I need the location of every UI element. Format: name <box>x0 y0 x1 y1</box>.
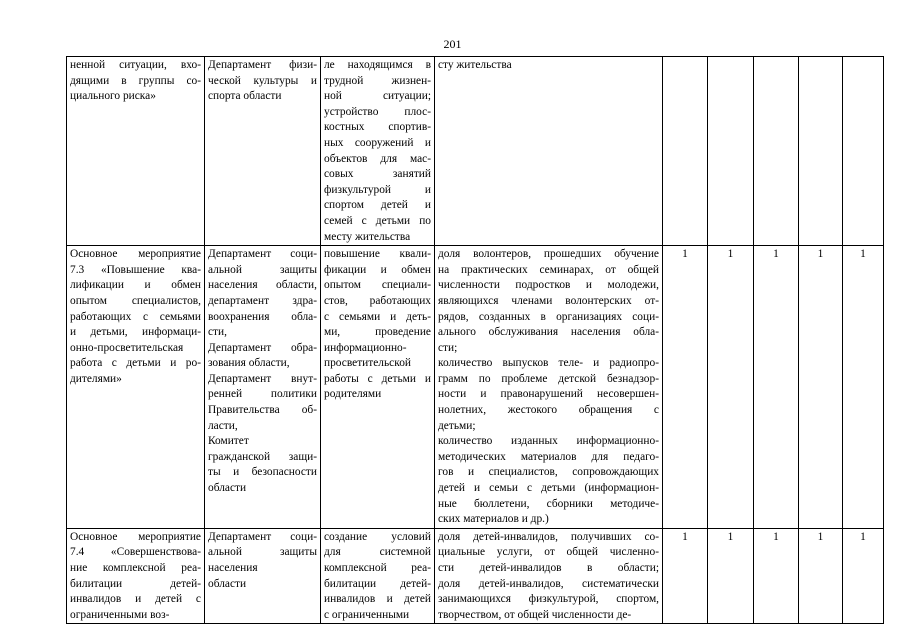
value-cell: 1 <box>799 528 843 624</box>
text-line: костных спортив- <box>324 121 431 134</box>
text-line: ности и правонарушений несовершен- <box>438 388 659 401</box>
text-line: Основное мероприятие <box>70 530 201 543</box>
text-line: ненной ситуации, вхо- <box>70 59 201 71</box>
content-cell <box>321 246 435 529</box>
text-line: билитации детей- <box>324 577 431 590</box>
activity-cell <box>67 57 205 246</box>
text-line: доля волонтеров, прошедших обучение <box>438 248 659 261</box>
text-line: лификации и обмен <box>70 279 201 292</box>
text-line: детей и семьи с детьми (информацион- <box>438 482 659 495</box>
text-line: с ограниченными <box>324 608 410 621</box>
page-number: 201 <box>443 37 462 51</box>
text-line: альной защиты <box>208 546 317 559</box>
executor-cell <box>205 57 321 246</box>
text-line: и детьми, информаци- <box>70 326 201 339</box>
text-line: ной ситуации; <box>324 90 431 103</box>
text-line: семей с детьми по <box>324 214 431 227</box>
text-line: детьми; <box>438 419 476 432</box>
text-line: работающих с семьями <box>70 310 201 323</box>
text-line: ального обслуживания населения обла- <box>438 326 659 339</box>
text-line: билитации детей- <box>70 577 201 590</box>
text-line: ских материалов и др.) <box>438 513 549 526</box>
text-line: методических материалов для педаго- <box>438 450 659 463</box>
text-line: Основное мероприятие <box>70 248 201 261</box>
text-line: родителями <box>324 388 382 401</box>
text-line: занимающихся физкультурой, спортом, <box>438 593 659 606</box>
value-cell: 1 <box>663 528 708 624</box>
text-line: области <box>208 577 247 590</box>
text-line: опытом специалистов, <box>70 294 201 307</box>
text-line: повышение квали- <box>324 248 431 261</box>
text-line: нолетних, жестокого обращения с <box>438 404 659 417</box>
text-line: ные бюллетени, сборники методиче- <box>438 497 659 510</box>
value-cell <box>799 57 843 246</box>
value-cell: 1 <box>708 528 754 624</box>
activity-cell <box>67 246 205 529</box>
value-cell: 1 <box>754 528 799 624</box>
value-cell <box>754 57 799 246</box>
text-line: грамм по проблеме детской безнадзор- <box>438 372 659 385</box>
text-line: опытом специали- <box>324 279 431 292</box>
executor-cell <box>205 246 321 529</box>
value-cell: 1 <box>708 246 754 529</box>
text-line: онно-просветительская <box>70 341 184 354</box>
text-line: ограниченными воз- <box>70 608 170 621</box>
text-line: Комитет <box>208 435 249 448</box>
text-line: работа с детьми и ро- <box>70 357 201 370</box>
value-cell <box>663 57 708 246</box>
text-line: дящими в группы со- <box>70 74 201 87</box>
text-line: доля детей-инвалидов, получивших со- <box>438 530 659 543</box>
table-row <box>67 57 884 246</box>
text-line: количество выпусков теле- и радиопро- <box>438 357 659 370</box>
text-line: объектов для мас- <box>324 152 431 165</box>
text-line: ренней политики <box>208 388 317 401</box>
text-line: просветительской <box>324 357 411 370</box>
text-line: ных сооружений и <box>324 136 431 149</box>
text-line: с семьями и деть- <box>324 310 431 323</box>
text-line: Правительства об- <box>208 404 317 417</box>
text-line: альной защиты <box>208 263 317 276</box>
text-line: доля детей-инвалидов, систематически <box>438 577 659 590</box>
content-cell <box>321 528 435 624</box>
activity-cell <box>67 528 205 624</box>
text-line: устройство плос- <box>324 105 431 118</box>
text-line: 7.3 «Повышение ква- <box>70 263 201 276</box>
value-cell: 1 <box>843 246 884 529</box>
text-line: спорта области <box>208 90 282 103</box>
text-line: создание условий <box>324 530 431 543</box>
text-line: ми, проведение <box>324 326 431 339</box>
text-line: ческой культуры и <box>208 74 317 87</box>
text-line: сти детей-инвалидов в области; <box>438 562 659 574</box>
text-line: инвалидов и детей с <box>70 593 201 606</box>
text-line: являющихся членами волонтерских от- <box>438 294 659 307</box>
text-line: информационно- <box>324 341 407 354</box>
text-line: комплексной реа- <box>324 562 431 574</box>
text-line: ты и безопасности <box>208 466 317 479</box>
executor-cell <box>205 528 321 624</box>
text-line: рядов, созданных в организациях соци- <box>438 310 659 323</box>
text-line: Департамент физи- <box>208 59 317 71</box>
text-line: спортом детей и <box>324 199 431 212</box>
text-line: Департамент внут- <box>208 372 317 385</box>
text-line: гов и специалистов, сопровождающих <box>438 466 659 479</box>
text-line: населения <box>208 562 258 574</box>
text-line: 7.4 «Совершенствова- <box>70 546 201 559</box>
text-line: ние комплексной реа- <box>70 562 201 574</box>
text-line: работы с детьми и <box>324 372 431 385</box>
value-cell: 1 <box>799 246 843 529</box>
value-cell: 1 <box>754 246 799 529</box>
text-line: дителями» <box>70 372 122 385</box>
text-line: на практических семинарах, от общей <box>438 263 659 276</box>
text-line: области <box>208 482 247 495</box>
table-row <box>67 246 884 529</box>
program-table <box>66 56 884 624</box>
text-line: Департамент обра- <box>208 341 317 354</box>
text-line: совых занятий <box>324 168 431 181</box>
text-line: департамент здра- <box>208 294 317 307</box>
text-line: для системной <box>324 546 431 559</box>
text-line: ле находящимся в <box>324 59 431 71</box>
text-line: трудной жизнен- <box>324 74 431 87</box>
text-line: инвалидов и детей <box>324 593 431 606</box>
text-line: Департамент соци- <box>208 248 317 261</box>
text-line: количество изданных информационно- <box>438 435 659 448</box>
text-line: воохранения обла- <box>208 310 317 323</box>
indicator-cell <box>435 528 663 624</box>
text-line: ласти, <box>208 419 238 432</box>
text-line: циальные услуги, от общей численно- <box>438 546 659 559</box>
text-line: сту жительства <box>438 59 512 71</box>
text-line: циального риска» <box>70 90 156 103</box>
text-line: физкультурой и <box>324 183 431 196</box>
text-line: сти, <box>208 326 227 339</box>
indicator-cell <box>435 57 663 246</box>
text-line: творчеством, от общей численности де- <box>438 608 632 621</box>
value-cell <box>843 57 884 246</box>
text-line: стов, работающих <box>324 294 431 307</box>
value-cell <box>708 57 754 246</box>
value-cell: 1 <box>663 246 708 529</box>
table-row <box>67 528 884 624</box>
content-cell <box>321 57 435 246</box>
text-line: численности подростков и молодежи, <box>438 279 659 292</box>
text-line: населения области, <box>208 279 317 292</box>
text-line: зования области, <box>208 357 290 370</box>
indicator-cell <box>435 246 663 529</box>
text-line: месту жительства <box>324 230 411 243</box>
text-line: фикации и обмен <box>324 263 431 276</box>
text-line: гражданской защи- <box>208 450 317 463</box>
text-line: Департамент соци- <box>208 530 317 543</box>
value-cell: 1 <box>843 528 884 624</box>
text-line: сти; <box>438 341 458 354</box>
